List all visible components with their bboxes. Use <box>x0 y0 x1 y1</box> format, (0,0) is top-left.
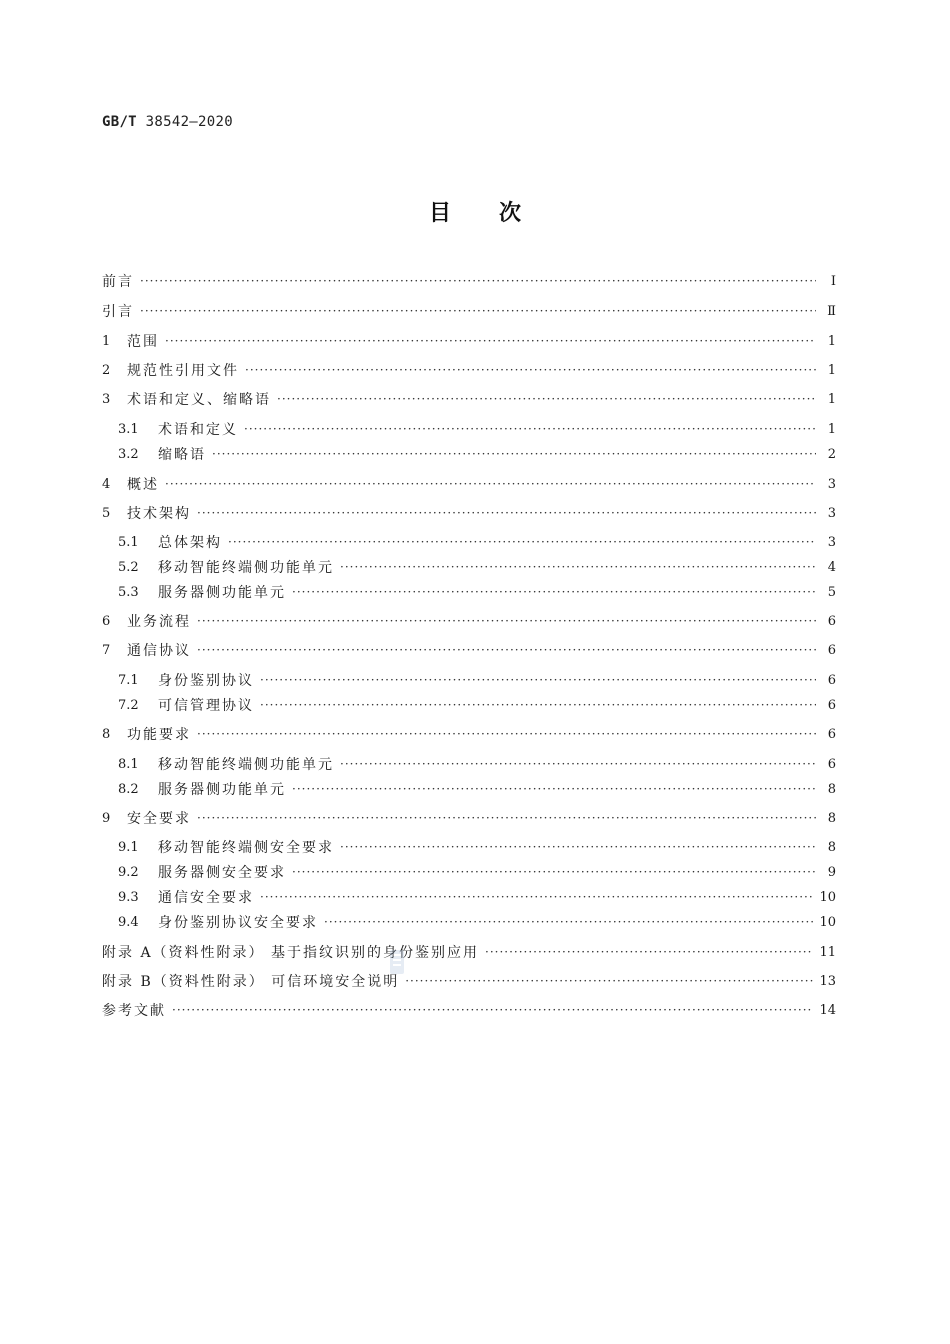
toc-label: 服务器侧功能单元 <box>158 585 286 601</box>
toc-entry-4[interactable] <box>102 475 836 495</box>
toc-entry-9[interactable] <box>102 809 836 829</box>
toc-page: 8 <box>827 782 836 797</box>
toc-page: 3 <box>827 477 836 492</box>
watermark-icon <box>388 948 406 976</box>
toc-entry-8-1[interactable] <box>118 755 836 775</box>
toc-page: 6 <box>827 757 836 772</box>
toc-label: 规范性引用文件 <box>127 363 239 379</box>
toc-label: 可信管理协议 <box>158 698 254 714</box>
toc-label: 安全要求 <box>127 811 191 827</box>
toc-entry-7-1[interactable] <box>118 671 836 691</box>
toc-number: 2 <box>102 363 111 378</box>
leader-dots <box>340 558 816 578</box>
toc-label: 附录 A（资料性附录） 基于指纹识别的身份鉴别应用 <box>102 945 480 961</box>
toc-page: 6 <box>827 673 836 688</box>
leader-dots <box>324 913 813 933</box>
toc-label: 概述 <box>127 477 159 493</box>
leader-dots <box>277 390 816 410</box>
toc-page: 5 <box>827 585 836 600</box>
leader-dots <box>197 612 816 632</box>
toc-entry-3[interactable] <box>102 390 836 410</box>
toc-number: 8.1 <box>118 757 139 772</box>
toc-label: 范围 <box>127 334 159 350</box>
leader-dots <box>197 504 816 524</box>
toc-page: 14 <box>819 1003 836 1018</box>
toc-label: 服务器侧功能单元 <box>158 782 286 798</box>
toc-number: 4 <box>102 477 111 492</box>
toc-page: 4 <box>827 560 836 575</box>
toc-page: 13 <box>819 974 836 989</box>
toc-entry-8-2[interactable] <box>118 780 836 800</box>
toc-label: 功能要求 <box>127 727 191 743</box>
toc-number: 9 <box>102 811 111 826</box>
toc-label: 总体架构 <box>158 535 222 551</box>
toc-entry-9-3[interactable] <box>118 888 836 908</box>
toc-label: 缩略语 <box>158 447 206 463</box>
leader-dots <box>165 332 816 352</box>
leader-dots <box>212 445 816 465</box>
toc-page: 11 <box>819 945 836 960</box>
toc-label: 移动智能终端侧功能单元 <box>158 560 334 576</box>
toc-label: 附录 B（资料性附录） 可信环境安全说明 <box>102 974 400 990</box>
toc-label: 服务器侧安全要求 <box>158 865 286 881</box>
toc-entry-8[interactable] <box>102 725 836 745</box>
leader-dots <box>340 838 816 858</box>
toc-number: 8.2 <box>118 782 139 797</box>
toc-page: 6 <box>827 643 836 658</box>
toc-label: 移动智能终端侧安全要求 <box>158 840 334 856</box>
toc-label: 通信安全要求 <box>158 890 254 906</box>
toc-page: 1 <box>827 392 836 407</box>
leader-dots <box>140 272 816 292</box>
toc-number: 6 <box>102 614 111 629</box>
toc-page: 1 <box>827 422 836 437</box>
leader-dots <box>245 361 816 381</box>
standard-number: 38542—2020 <box>145 114 233 130</box>
toc-entry-5[interactable] <box>102 504 836 524</box>
toc-number: 9.4 <box>118 915 139 930</box>
leader-dots <box>292 863 816 883</box>
leader-dots <box>260 696 816 716</box>
leader-dots <box>292 583 816 603</box>
toc-page: 1 <box>827 363 836 378</box>
toc-entry-6[interactable] <box>102 612 836 632</box>
toc-number: 5 <box>102 506 111 521</box>
toc-page: Ⅰ <box>830 274 836 289</box>
toc-entry-introduction[interactable] <box>102 302 836 322</box>
toc-number: 7.2 <box>118 698 139 713</box>
toc-number: 3.1 <box>118 422 139 437</box>
toc-entry-1[interactable] <box>102 332 836 352</box>
leader-dots <box>292 780 816 800</box>
toc-entry-appendix-a[interactable] <box>102 943 836 963</box>
toc-label: 前言 <box>102 274 134 290</box>
toc-label: 身份鉴别协议 <box>158 673 254 689</box>
leader-dots <box>260 671 816 691</box>
toc-page: 3 <box>827 535 836 550</box>
leader-dots <box>165 475 816 495</box>
toc-label: 术语和定义 <box>158 422 238 438</box>
toc-entry-5-3[interactable] <box>118 583 836 603</box>
toc-number: 3 <box>102 392 111 407</box>
toc-label: 身份鉴别协议安全要求 <box>158 915 318 931</box>
toc-number: 9.1 <box>118 840 139 855</box>
toc-label: 参考文献 <box>102 1003 166 1019</box>
toc-page: 6 <box>827 727 836 742</box>
standard-code <box>102 114 233 130</box>
toc-label: 业务流程 <box>127 614 191 630</box>
leader-dots <box>340 755 816 775</box>
leader-dots <box>172 1001 813 1021</box>
leader-dots <box>197 809 816 829</box>
toc-label: 移动智能终端侧功能单元 <box>158 757 334 773</box>
leader-dots <box>260 888 813 908</box>
toc-label: 技术架构 <box>127 506 191 522</box>
leader-dots <box>405 972 813 992</box>
toc-page: 3 <box>827 506 836 521</box>
leader-dots <box>197 641 816 661</box>
toc-page: Ⅱ <box>827 304 836 319</box>
toc-entry-3-2[interactable] <box>118 445 836 465</box>
standard-prefix: GB/T <box>102 114 137 130</box>
toc-number: 5.2 <box>118 560 139 575</box>
leader-dots <box>228 533 816 553</box>
leader-dots <box>244 420 816 440</box>
toc-number: 8 <box>102 727 111 742</box>
toc-number: 3.2 <box>118 447 139 462</box>
toc-page: 8 <box>827 811 836 826</box>
toc-number: 1 <box>102 334 111 349</box>
toc-number: 9.2 <box>118 865 139 880</box>
leader-dots <box>197 725 816 745</box>
leader-dots <box>140 302 816 322</box>
toc-page: 6 <box>827 614 836 629</box>
toc-number: 9.3 <box>118 890 139 905</box>
toc-entry-bibliography[interactable] <box>102 1001 836 1021</box>
toc-entry-9-2[interactable] <box>118 863 836 883</box>
toc-entry-7[interactable] <box>102 641 836 661</box>
toc-number: 7 <box>102 643 111 658</box>
toc-entry-7-2[interactable] <box>118 696 836 716</box>
toc-number: 5.3 <box>118 585 139 600</box>
toc-page: 2 <box>827 447 836 462</box>
toc-entry-2[interactable] <box>102 361 836 381</box>
toc-entry-foreword[interactable] <box>102 272 836 292</box>
toc-number: 7.1 <box>118 673 139 688</box>
toc-label: 通信协议 <box>127 643 191 659</box>
toc-entry-5-2[interactable] <box>118 558 836 578</box>
toc-page: 8 <box>827 840 836 855</box>
toc-page: 1 <box>827 334 836 349</box>
page-title: 目次 <box>428 201 569 226</box>
toc-entry-5-1[interactable] <box>118 533 836 553</box>
toc-entry-appendix-b[interactable] <box>102 972 836 992</box>
toc-label: 术语和定义、缩略语 <box>127 392 271 408</box>
toc-page: 10 <box>819 915 836 930</box>
toc-page: 9 <box>827 865 836 880</box>
toc-entry-9-4[interactable] <box>118 913 836 933</box>
toc-page: 10 <box>819 890 836 905</box>
toc-page: 6 <box>827 698 836 713</box>
toc-label: 引言 <box>102 304 134 320</box>
leader-dots <box>485 943 813 963</box>
toc-entry-3-1[interactable] <box>118 420 836 440</box>
toc-number: 5.1 <box>118 535 139 550</box>
toc-entry-9-1[interactable] <box>118 838 836 858</box>
